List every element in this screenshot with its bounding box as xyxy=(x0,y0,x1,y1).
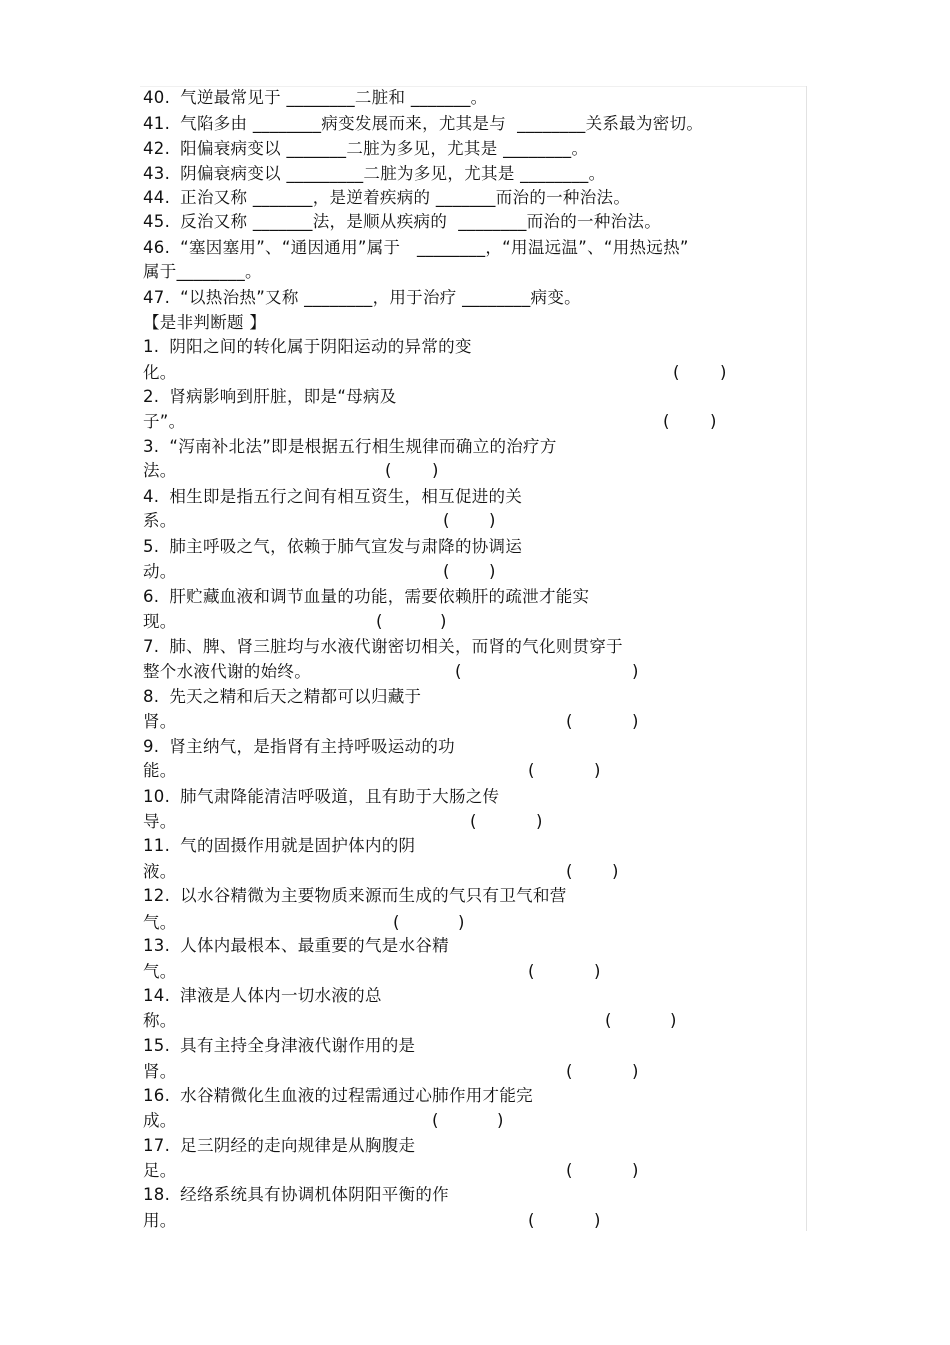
judgment-15-paren-open[interactable]: ( xyxy=(566,1062,573,1081)
question-44: 44. 正治又称 _______，是逆着疾病的 _______而治的一种治法。 xyxy=(143,188,631,207)
judgment-16-line2: 成。 xyxy=(143,1111,177,1130)
judgment-5-paren-close[interactable]: ) xyxy=(489,562,496,581)
judgment-18-line1: 18. 经络系统具有协调机体阴阳平衡的作 xyxy=(143,1185,449,1204)
question-40: 40. 气逆最常见于 ________二脏和 _______。 xyxy=(143,88,488,107)
judgment-17-paren-close[interactable]: ) xyxy=(632,1161,639,1180)
judgment-12-paren-open[interactable]: ( xyxy=(393,913,400,932)
judgment-3-paren-open[interactable]: ( xyxy=(385,461,392,480)
judgment-17-paren-open[interactable]: ( xyxy=(566,1161,573,1180)
judgment-11-paren-open[interactable]: ( xyxy=(566,862,573,881)
judgment-1-line2: 化。 xyxy=(143,363,177,382)
judgment-4-paren-open[interactable]: ( xyxy=(443,511,450,530)
judgment-13-line1: 13. 人体内最根本、最重要的气是水谷精 xyxy=(143,936,449,955)
judgment-15-paren-close[interactable]: ) xyxy=(632,1062,639,1081)
judgment-16-paren-open[interactable]: ( xyxy=(432,1111,439,1130)
judgment-13-paren-close[interactable]: ) xyxy=(594,962,601,981)
judgment-13-paren-open[interactable]: ( xyxy=(528,962,535,981)
question-43: 43. 阴偏衰病变以 _________二脏为多见，尤其是 ________。 xyxy=(143,164,606,183)
judgment-8-paren-close[interactable]: ) xyxy=(632,712,639,731)
judgment-9-paren-open[interactable]: ( xyxy=(528,761,535,780)
judgment-7-paren-open[interactable]: ( xyxy=(455,662,462,681)
judgment-17-line1: 17. 足三阴经的走向规律是从胸腹走 xyxy=(143,1136,416,1155)
judgment-1-paren-open[interactable]: ( xyxy=(673,363,680,382)
judgment-14-line1: 14. 津液是人体内一切水液的总 xyxy=(143,986,382,1005)
judgment-18-paren-open[interactable]: ( xyxy=(528,1211,535,1230)
judgment-9-line2: 能。 xyxy=(143,761,177,780)
judgment-6-paren-open[interactable]: ( xyxy=(376,612,383,631)
judgment-3-line2: 法。 xyxy=(143,461,177,480)
judgment-4-paren-close[interactable]: ) xyxy=(489,511,496,530)
judgment-12-line1: 12. 以水谷精微为主要物质来源而生成的气只有卫气和营 xyxy=(143,886,567,905)
judgment-11-line2: 液。 xyxy=(143,862,177,881)
judgment-10-paren-close[interactable]: ) xyxy=(536,812,543,831)
judgment-10-line1: 10. 肺气肃降能清洁呼吸道，且有助于大肠之传 xyxy=(143,787,500,806)
judgment-10-line2: 导。 xyxy=(143,812,177,831)
judgment-6-line1: 6. 肝贮藏血液和调节血量的功能，需要依赖肝的疏泄才能实 xyxy=(143,587,590,606)
page-edge-right xyxy=(806,86,807,1231)
judgment-6-paren-close[interactable]: ) xyxy=(440,612,447,631)
judgment-9-line1: 9. 肾主纳气，是指肾有主持呼吸运动的功 xyxy=(143,737,455,756)
judgment-5-line2: 动。 xyxy=(143,562,177,581)
judgment-11-paren-close[interactable]: ) xyxy=(612,862,619,881)
judgment-15-line1: 15. 具有主持全身津液代谢作用的是 xyxy=(143,1036,416,1055)
judgment-14-line2: 称。 xyxy=(143,1011,177,1030)
judgment-12-line2: 气。 xyxy=(143,913,177,932)
judgment-11-line1: 11. 气的固摄作用就是固护体内的阴 xyxy=(143,836,416,855)
judgment-14-paren-open[interactable]: ( xyxy=(605,1011,612,1030)
judgment-5-line1: 5. 肺主呼吸之气，依赖于肺气宣发与肃降的协调运 xyxy=(143,537,523,556)
judgment-16-line1: 16. 水谷精微化生血液的过程需通过心肺作用才能完 xyxy=(143,1086,533,1105)
judgment-4-line1: 4. 相生即是指五行之间有相互资生，相互促进的关 xyxy=(143,487,523,506)
judgment-6-line2: 现。 xyxy=(143,612,177,631)
judgment-8-line1: 8. 先天之精和后天之精都可以归藏于 xyxy=(143,687,422,706)
judgment-3-line1: 3. “泻南补北法”即是根据五行相生规律而确立的治疗方 xyxy=(143,437,557,456)
question-42: 42. 阳偏衰病变以 _______二脏为多见，尤其是 ________。 xyxy=(143,139,589,158)
question-45: 45. 反治又称 _______法，是顺从疾病的 ________而治的一种治法。 xyxy=(143,212,662,231)
question-46: 46. “塞因塞用”、“通因通用”属于 ________，“用温远温”、“用热远热” xyxy=(143,238,689,257)
question-47: 47. “以热治热”又称 ________，用于治疗 ________病变。 xyxy=(143,288,581,307)
judgment-2-paren-open[interactable]: ( xyxy=(663,412,670,431)
judgment-18-line2: 用。 xyxy=(143,1211,177,1230)
judgment-2-line1: 2. 肾病影响到肝脏，即是“母病及 xyxy=(143,387,397,406)
judgment-14-paren-close[interactable]: ) xyxy=(670,1011,677,1030)
judgment-8-paren-open[interactable]: ( xyxy=(566,712,573,731)
judgment-15-line2: 肾。 xyxy=(143,1062,177,1081)
question-46-cont: 属于________。 xyxy=(143,262,262,281)
judgment-5-paren-open[interactable]: ( xyxy=(443,562,450,581)
judgment-2-paren-close[interactable]: ) xyxy=(710,412,717,431)
judgment-13-line2: 气。 xyxy=(143,962,177,981)
judgment-12-paren-close[interactable]: ) xyxy=(458,913,465,932)
judgment-10-paren-open[interactable]: ( xyxy=(470,812,477,831)
judgment-8-line2: 肾。 xyxy=(143,712,177,731)
judgment-9-paren-close[interactable]: ) xyxy=(594,761,601,780)
judgment-18-paren-close[interactable]: ) xyxy=(594,1211,601,1230)
judgment-1-line1: 1. 阴阳之间的转化属于阴阳运动的异常的变 xyxy=(143,337,472,356)
judgment-4-line2: 系。 xyxy=(143,511,177,530)
judgment-7-line2: 整个水液代谢的始终。 xyxy=(143,662,311,681)
judgment-7-paren-close[interactable]: ) xyxy=(632,662,639,681)
question-41: 41. 气陷多由 ________病变发展而来，尤其是与 ________关系最为密切。 xyxy=(143,114,704,133)
judgment-16-paren-close[interactable]: ) xyxy=(497,1111,504,1130)
judgment-2-line2: 子”。 xyxy=(143,412,186,431)
judgment-7-line1: 7. 肺、脾、肾三脏均与水液代谢密切相关，而肾的气化则贯穿于 xyxy=(143,637,623,656)
judgment-3-paren-close[interactable]: ) xyxy=(432,461,439,480)
judgment-17-line2: 足。 xyxy=(143,1161,177,1180)
section-title: 【是非判断题 】 xyxy=(143,313,267,332)
judgment-1-paren-close[interactable]: ) xyxy=(720,363,727,382)
